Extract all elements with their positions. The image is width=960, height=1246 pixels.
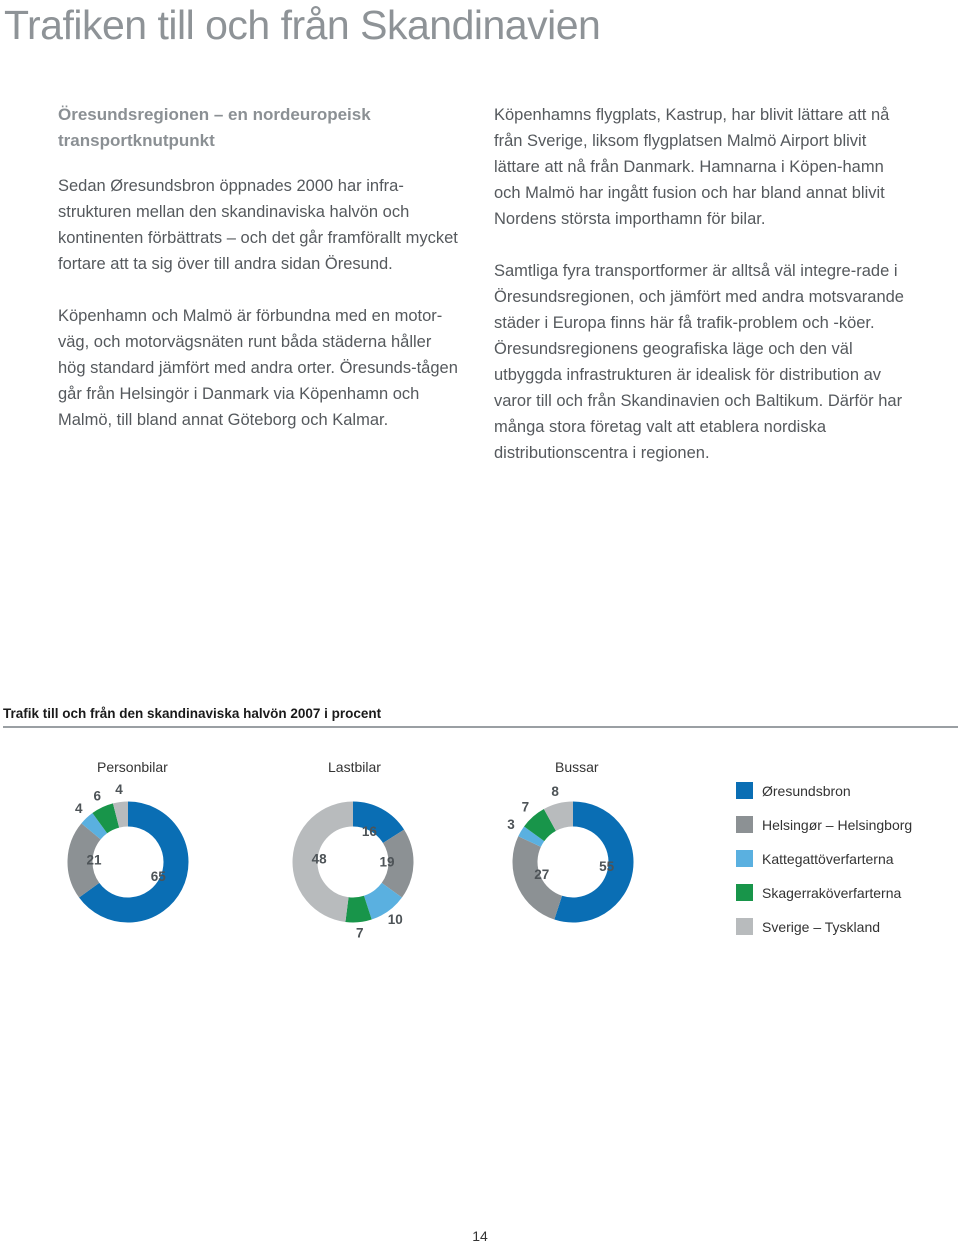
section-heading: Öresundsregionen – en nordeuropeisk transportknutpunkt xyxy=(58,105,371,150)
legend-swatch xyxy=(736,850,753,867)
legend-swatch xyxy=(736,884,753,901)
donut-segment-skagerrak xyxy=(347,908,368,910)
donut-segment-kattegatt xyxy=(530,834,535,842)
legend-swatch xyxy=(736,918,753,935)
figure-divider xyxy=(3,726,958,728)
donut-segment-sverige-tyskland xyxy=(116,814,128,816)
donut-segment-skagerrak xyxy=(534,820,550,834)
data-label-sverige-tyskland: 4 xyxy=(115,782,123,798)
chart-title-personbilar: Personbilar xyxy=(97,759,168,775)
data-label-sverige-tyskland: 48 xyxy=(311,851,327,867)
page-title: Trafiken till och från Skandinavien xyxy=(4,2,601,48)
donut-segment-sverige-tyskland xyxy=(550,814,573,820)
legend-label: Helsingør – Helsingborg xyxy=(762,817,913,833)
data-label-sverige-tyskland: 8 xyxy=(551,783,559,799)
paragraph: Köpenhamn och Malmö är förbundna med en motor-väg, och motorvägsnäten runt båda städerna håller hög standard jämfört med andra orter. Öresunds-tågen går från Helsingör i Danmark via Köpenhamn och Malmö, till bland annat Göteborg och Kalmar. xyxy=(58,307,458,429)
chart-title-lastbilar: Lastbilar xyxy=(328,759,381,775)
figure-title: Trafik till och från den skandinaviska halvön 2007 i procent xyxy=(3,706,382,721)
data-label-skagerrak: 6 xyxy=(93,788,102,804)
legend-label: Kattegattöverfarterna xyxy=(762,851,894,867)
data-label-kattegatt: 10 xyxy=(387,911,403,927)
donut-segment-skagerrak xyxy=(100,816,116,824)
legend-item-sverige-tyskland xyxy=(736,916,951,950)
paragraph: Köpenhamns flygplats, Kastrup, har blivit lättare att nå från Sverige, liksom flygplatsen Malmö Airport blivit lättare att nå från Danmark. Hamnarna i Köpen-hamn och Malmö har ingått fusion och har bland annat blivit Nordens största importhamn för bilar. xyxy=(494,106,890,228)
page-number: 14 xyxy=(472,1228,488,1244)
legend-item-kattegatt xyxy=(736,848,951,882)
paragraph: Samtliga fyra transportformer är alltså väl integre-rade i Öresundsregionen, och jämfört med andra motsvarande städer i Europa finns här få trafik-problem och -köer. Öresundsregionens geografiska läge och den väl utbyggda infrastrukturen är idealisk för distribution av varor till och från Skandinavien och Baltikum. Därför har många stora företag valt att etablera nordiska distributionscentra i regionen. xyxy=(494,262,904,462)
legend-item-oresundsbron xyxy=(736,780,951,814)
data-label-kattegatt: 4 xyxy=(74,801,83,817)
legend-item-skagerrak xyxy=(736,882,951,916)
donut-segment-kattegatt xyxy=(368,890,392,907)
donut-chart-personbilar xyxy=(53,780,213,940)
data-label-skagerrak: 7 xyxy=(521,799,530,815)
chart-title-bussar: Bussar xyxy=(555,759,599,775)
data-label-oresundsbron: 65 xyxy=(150,868,166,884)
donut-chart-bussar xyxy=(498,780,658,940)
data-label-oresundsbron: 16 xyxy=(361,823,377,839)
data-label-skagerrak: 7 xyxy=(356,925,364,941)
legend-swatch xyxy=(736,782,753,799)
donut-chart-lastbilar xyxy=(278,780,438,940)
chart-legend xyxy=(736,780,951,950)
left-text-column xyxy=(58,102,458,459)
data-label-helsingor-helsingborg: 21 xyxy=(86,852,102,868)
data-label-helsingor-helsingborg: 19 xyxy=(379,854,395,870)
legend-label: Sverige – Tyskland xyxy=(762,919,881,935)
donut-segment-kattegatt xyxy=(91,823,100,831)
data-label-helsingor-helsingborg: 27 xyxy=(534,867,550,883)
legend-label: Skagerraköverfarterna xyxy=(762,885,902,901)
right-text-column xyxy=(494,102,914,492)
data-label-oresundsbron: 55 xyxy=(599,858,615,874)
legend-label: Øresundsbron xyxy=(762,783,851,799)
legend-swatch xyxy=(736,816,753,833)
paragraph: Sedan Øresundsbron öppnades 2000 har infra-strukturen mellan den skandinaviska halvön och kontinenten förbättrats – och det går framförallt mycket fortare att ta sig över till andra sidan Öresund. xyxy=(58,177,458,273)
legend-item-helsingor-helsingborg xyxy=(736,814,951,848)
data-label-kattegatt: 3 xyxy=(507,816,515,832)
